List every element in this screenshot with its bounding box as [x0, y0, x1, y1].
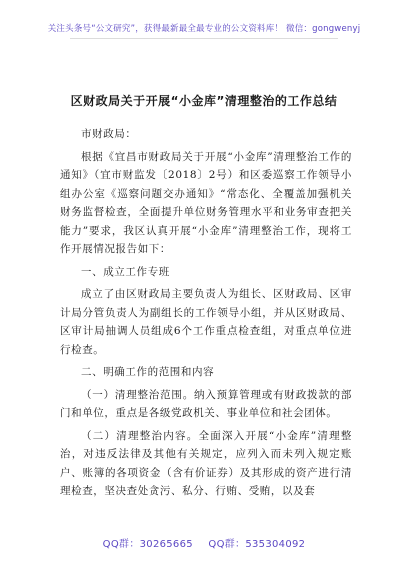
paragraph: （一）清理整治范围。纳入预算管理或有财政拨款的部门和单位，重点是各级党政机关、事业单位和社会团体。	[60, 388, 352, 419]
salutation: 市财政局：	[81, 128, 137, 140]
paragraph: （二）清理整治内容。全面深入开展“小金库”清理整治，对违反法律及其他有关规定，应列入而未列入规定账户、账簿的各项资金（含有价证券）及其形成的资产进行清理检查，坚决查处贪污、私分、行贿、受贿，以及套	[60, 429, 352, 497]
section-heading: 一、成立工作专班	[81, 265, 170, 278]
document-title: 区财政局关于开展“小金库”清理整治的工作总结	[70, 94, 338, 108]
header-notice: 关注头条号“公文研究”，获得最新最全最专业的公文资料库！ 微信：gongwenyj	[47, 24, 361, 34]
section-heading: 二、明确工作的范围和内容	[81, 366, 215, 378]
document-body	[60, 125, 352, 505]
footer-qq-group-2: QQ群：535304092	[208, 539, 306, 550]
footer	[0, 535, 408, 550]
header-divider	[70, 38, 338, 39]
paragraph: 根据《宜昌市财政局关于开展“小金库”清理整治工作的通知》（宜市财监发〔2018〕2号）和区委巡察工作领导小组办公室《巡察问题交办通知》“常态化、全覆盖加强机关财务监督检查，全面提升单位财务管理水平和业务审查把关能力”要求，我区认真开展“小金库”清理整治工作，现将工作开展情况报告如下：	[60, 150, 352, 255]
paragraph: 成立了由区财政局主要负责人为组长、区财政局、区审计局分管负责人为副组长的工作领导小组，并从区财政局、区审计局抽调人员组成6个工作重点检查组，对重点单位进行检查。	[60, 288, 352, 356]
footer-qq-group-1: QQ群：30265665	[102, 539, 193, 550]
